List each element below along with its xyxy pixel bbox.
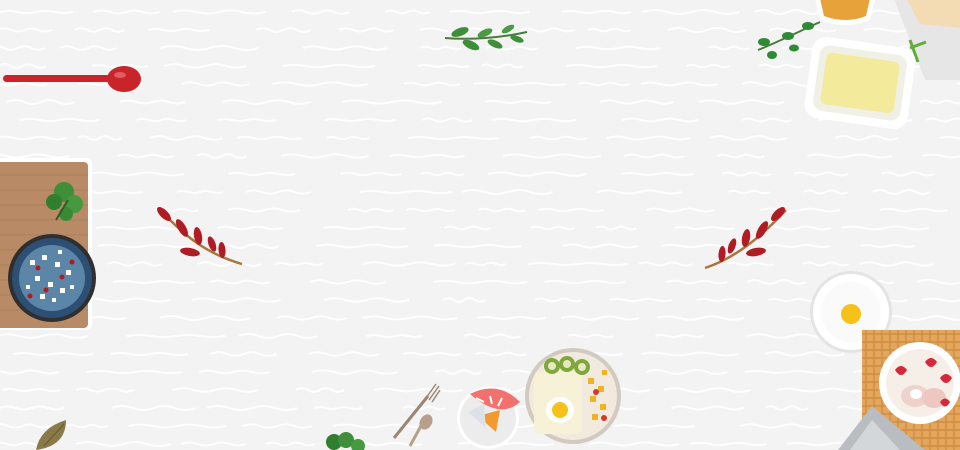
- breakfast-plate-icon: [525, 348, 621, 444]
- butter-dish-icon: [803, 35, 917, 131]
- bowl-icon: [8, 234, 96, 322]
- pancake-plate-icon: [879, 342, 960, 424]
